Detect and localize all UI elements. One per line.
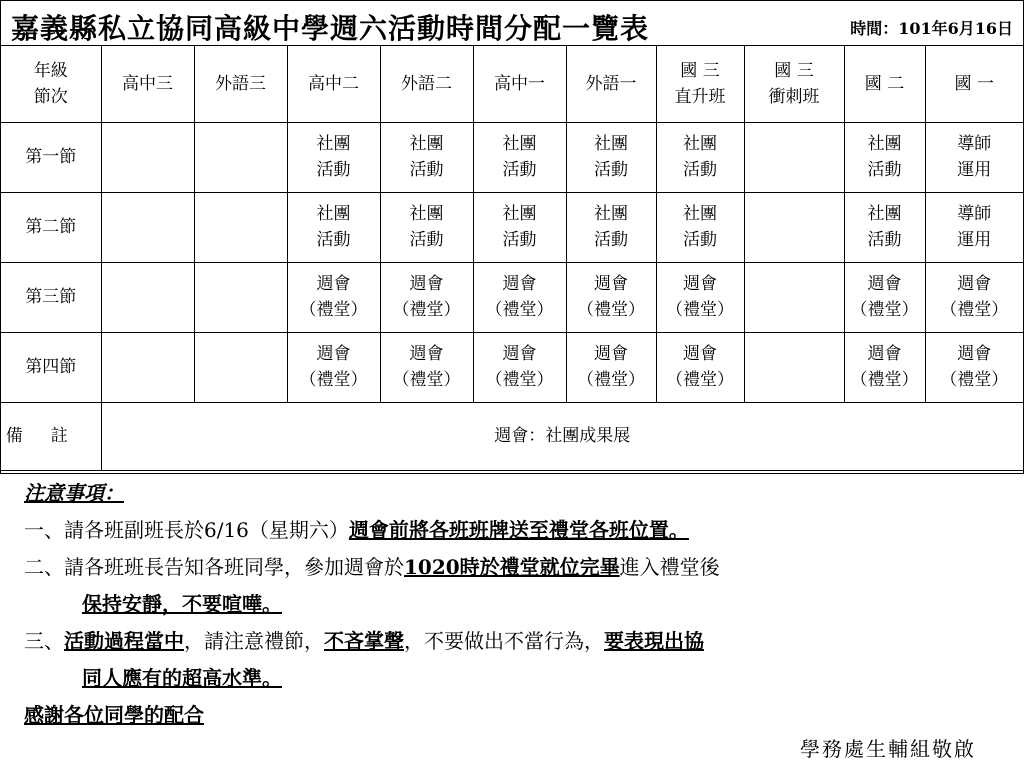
cell-text: 導師 — [957, 134, 992, 154]
schedule-cell — [101, 262, 194, 332]
schedule-cell — [287, 122, 380, 192]
schedule-cell — [380, 192, 473, 262]
schedule-cell — [380, 332, 473, 402]
note-emphasis: 活動過程當中 — [64, 629, 184, 653]
cell-text: 週會 — [409, 344, 444, 364]
schedule-cell — [473, 122, 566, 192]
schedule-cell — [101, 192, 194, 262]
schedule-cell — [656, 262, 744, 332]
note-text: 進入禮堂後 — [619, 555, 720, 579]
cell-text: 活動 — [594, 230, 628, 250]
schedule-cell — [287, 192, 380, 262]
column-header: 國 二 — [844, 46, 925, 122]
schedule-cell — [473, 332, 566, 402]
period-label: 第一節 — [1, 122, 101, 192]
schedule-cell — [925, 122, 1023, 192]
cell-text: 活動 — [683, 160, 717, 180]
schedule-cell — [101, 122, 194, 192]
column-header: 高中三 — [101, 46, 194, 122]
note-text: ，不要做出不當行為， — [404, 629, 604, 653]
column-header: 國 三 直升班 — [656, 46, 744, 122]
period-label: 第三節 — [1, 262, 101, 332]
schedule-cell — [744, 122, 844, 192]
note-text: 三、 — [24, 629, 64, 653]
note-item-3 — [24, 623, 1014, 660]
cell-text: 社團 — [409, 134, 444, 154]
cell-text: 週會 — [594, 274, 628, 294]
cell-text: 週會 — [683, 274, 717, 294]
cell-text: 活動 — [409, 230, 444, 250]
schedule-cell — [656, 122, 744, 192]
table-row — [1, 332, 1023, 402]
column-header: 國 一 — [925, 46, 1023, 122]
schedule-cell — [380, 122, 473, 192]
cell-text: 活動 — [316, 230, 351, 250]
cell-text: 活動 — [867, 230, 902, 250]
cell-text: 社團 — [867, 134, 902, 154]
corner-period-label: 節次 — [33, 86, 68, 107]
note-emphasis: 不吝掌聲 — [324, 629, 404, 653]
cell-text: 社團 — [409, 204, 444, 224]
corner-header — [1, 46, 101, 122]
schedule-cell — [194, 122, 287, 192]
table-row — [1, 262, 1023, 332]
cell-text: （禮堂） — [940, 370, 1009, 390]
period-label: 第四節 — [1, 332, 101, 402]
note-text: ，請注意禮節， — [184, 629, 324, 653]
cell-text: （禮堂） — [299, 370, 368, 390]
cell-text: 社團 — [316, 204, 351, 224]
schedule-cell — [473, 262, 566, 332]
schedule-cell — [656, 192, 744, 262]
schedule-cell — [844, 262, 925, 332]
schedule-cell — [566, 262, 656, 332]
schedule-cell — [287, 262, 380, 332]
cell-text: 週會 — [502, 274, 537, 294]
cell-text: 社團 — [683, 134, 717, 154]
schedule-table — [1, 46, 1023, 471]
remarks-text: 週會：社團成果展 — [101, 402, 1023, 470]
note-item-2 — [24, 549, 1014, 586]
corner-grade-label: 年級 — [33, 60, 68, 81]
cell-text: （禮堂） — [850, 300, 919, 320]
schedule-cell — [844, 122, 925, 192]
cell-text: 活動 — [594, 160, 628, 180]
note-emphasis: 週會前將各班班牌送至禮堂各班位置。 — [348, 518, 689, 542]
cell-text: 活動 — [316, 160, 351, 180]
cell-text: 活動 — [502, 160, 537, 180]
cell-text: （禮堂） — [485, 300, 554, 320]
note-item-1 — [24, 512, 1014, 549]
cell-text: （禮堂） — [392, 370, 461, 390]
schedule-cell — [194, 262, 287, 332]
cell-text: （禮堂） — [577, 300, 645, 320]
cell-text: 導師 — [957, 204, 992, 224]
cell-text: 社團 — [594, 204, 628, 224]
cell-text: 活動 — [502, 230, 537, 250]
signature: 學務處生輔組敬啟 — [800, 737, 976, 761]
notes-heading-line — [24, 475, 1014, 512]
cell-text: （禮堂） — [577, 370, 645, 390]
cell-text: 週會 — [502, 344, 537, 364]
cell-text: （禮堂） — [666, 300, 734, 320]
schedule-cell — [844, 332, 925, 402]
note-item-2-cont — [24, 586, 1014, 623]
cell-text: （禮堂） — [299, 300, 368, 320]
cell-text: 社團 — [594, 134, 628, 154]
table-row — [1, 122, 1023, 192]
schedule-cell — [473, 192, 566, 262]
schedule-cell — [656, 332, 744, 402]
cell-text: 社團 — [867, 204, 902, 224]
cell-text: 週會 — [957, 344, 992, 364]
cell-text: 活動 — [409, 160, 444, 180]
cell-text: 運用 — [957, 230, 992, 250]
schedule-cell — [101, 332, 194, 402]
note-emphasis: 要表現出協 — [604, 629, 704, 653]
cell-text: 週會 — [316, 344, 351, 364]
cell-text: 週會 — [683, 344, 717, 364]
remarks-label: 備註 — [1, 402, 101, 470]
schedule-cell — [194, 332, 287, 402]
event-date: 時間：101年6月16日 — [850, 19, 1013, 38]
note-item-3-cont — [24, 660, 1014, 697]
column-header: 外語二 — [380, 46, 473, 122]
cell-text: 社團 — [502, 134, 537, 154]
note-emphasis: 1020時於禮堂就位完畢 — [404, 555, 620, 579]
schedule-cell — [566, 122, 656, 192]
cell-text: 週會 — [316, 274, 351, 294]
note-emphasis: 保持安靜，不要喧嘩。 — [82, 592, 282, 616]
cell-text: 運用 — [957, 160, 992, 180]
cell-text: （禮堂） — [392, 300, 461, 320]
note-text: 二、請各班班長告知各班同學，參加週會於 — [24, 555, 404, 579]
schedule-cell — [194, 192, 287, 262]
note-emphasis: 同人應有的超高水準。 — [82, 666, 282, 690]
cell-text: （禮堂） — [666, 370, 734, 390]
notes-section — [24, 475, 1014, 734]
schedule-cell — [744, 262, 844, 332]
schedule-cell — [287, 332, 380, 402]
note-text: 一、請各班副班長於6/16（星期六） — [24, 518, 349, 542]
cell-text: （禮堂） — [940, 300, 1009, 320]
page-title: 嘉義縣私立協同高級中學週六活動時間分配一覽表 — [11, 12, 650, 45]
notes-heading: 注意事項： — [24, 481, 124, 505]
cell-text: 週會 — [867, 274, 902, 294]
schedule-cell — [925, 262, 1023, 332]
schedule-cell — [566, 192, 656, 262]
cell-text: 社團 — [316, 134, 351, 154]
schedule-cell — [844, 192, 925, 262]
schedule-cell — [566, 332, 656, 402]
cell-text: 週會 — [867, 344, 902, 364]
cell-text: 週會 — [957, 274, 992, 294]
cell-text: 活動 — [683, 230, 717, 250]
column-header: 高中一 — [473, 46, 566, 122]
cell-text: 社團 — [683, 204, 717, 224]
column-header: 國 三 衝刺班 — [744, 46, 844, 122]
cell-text: 週會 — [409, 274, 444, 294]
column-header: 外語一 — [566, 46, 656, 122]
schedule-cell — [925, 192, 1023, 262]
cell-text: 活動 — [867, 160, 902, 180]
cell-text: 週會 — [594, 344, 628, 364]
remarks-row — [1, 402, 1023, 470]
schedule-cell — [925, 332, 1023, 402]
schedule-cell — [744, 192, 844, 262]
header-row — [1, 46, 1023, 122]
thanks-text: 感謝各位同學的配合 — [24, 703, 204, 727]
schedule-cell — [380, 262, 473, 332]
schedule-cell — [744, 332, 844, 402]
cell-text: （禮堂） — [485, 370, 554, 390]
period-label: 第二節 — [1, 192, 101, 262]
column-header: 外語三 — [194, 46, 287, 122]
cell-text: （禮堂） — [850, 370, 919, 390]
thanks-line — [24, 697, 1014, 734]
cell-text: 社團 — [502, 204, 537, 224]
column-header: 高中二 — [287, 46, 380, 122]
table-row — [1, 192, 1023, 262]
title-row — [1, 1, 1023, 46]
